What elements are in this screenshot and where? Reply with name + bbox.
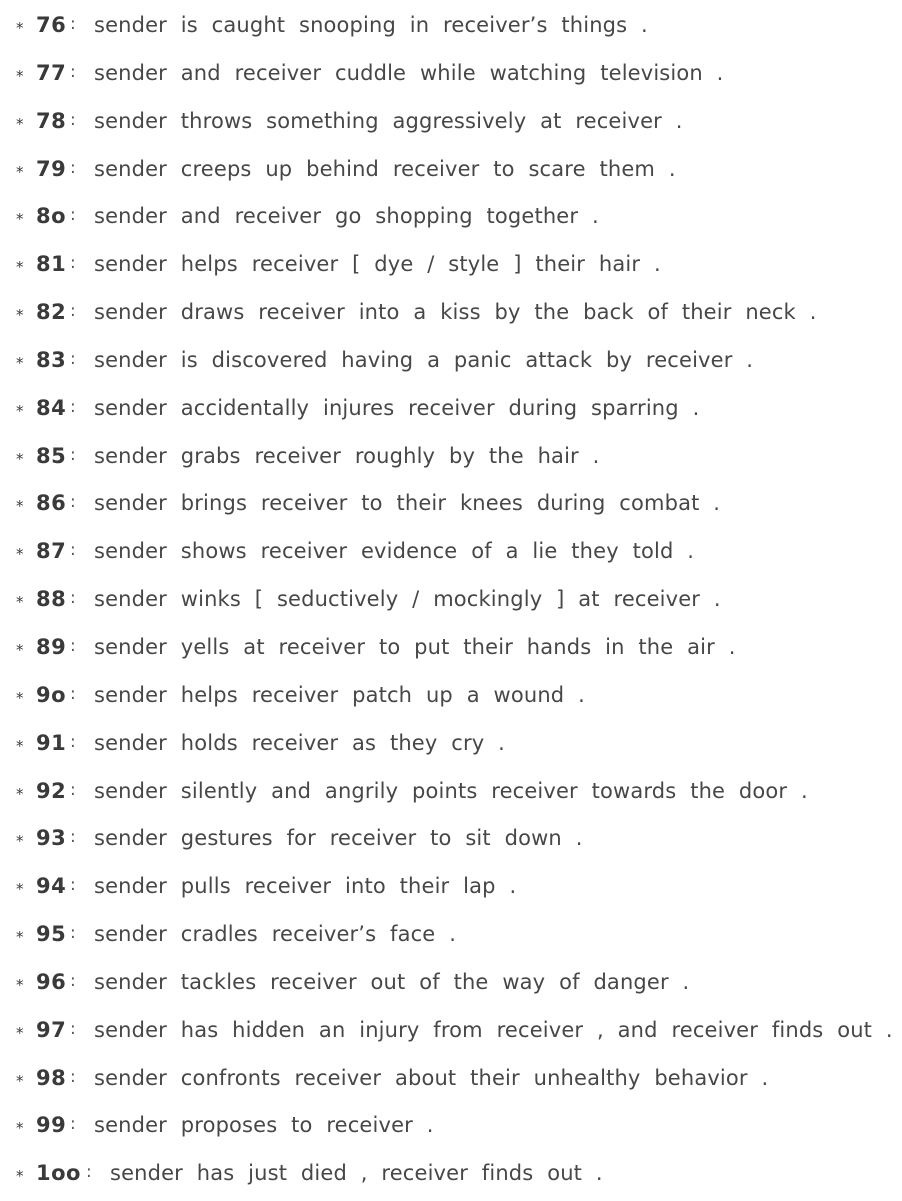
list-item [0, 50, 902, 98]
bullet-icon: * [16, 593, 24, 612]
item-separator: : [70, 1066, 76, 1087]
bullet-icon: * [16, 258, 24, 277]
list-item [0, 433, 902, 481]
bullet-icon: * [16, 162, 24, 181]
item-separator: : [70, 396, 76, 417]
item-text: sender helps receiver patch up a wound . [94, 682, 585, 707]
bullet-icon: * [16, 449, 24, 468]
item-separator: : [70, 348, 76, 369]
item-text: sender silently and angrily points receiver towards the door . [94, 778, 808, 803]
item-separator: : [70, 492, 76, 513]
item-separator: : [70, 253, 76, 274]
item-separator: : [70, 635, 76, 656]
list-item [0, 385, 902, 433]
bullet-icon: * [16, 401, 24, 420]
list-item [0, 480, 902, 528]
item-number: 77 [36, 60, 67, 85]
list-item [0, 959, 902, 1007]
item-text: sender yells at receiver to put their hands in the air . [94, 634, 736, 659]
list-item [0, 98, 902, 146]
list-item [0, 1102, 902, 1150]
item-text: sender holds receiver as they cry . [94, 730, 505, 755]
item-separator: : [70, 779, 76, 800]
list-item [0, 289, 902, 337]
item-text: sender accidentally injures receiver during sparring . [94, 395, 700, 420]
list-item [0, 672, 902, 720]
item-text: sender pulls receiver into their lap . [94, 874, 517, 899]
item-number: 79 [36, 156, 67, 181]
item-number: 89 [36, 634, 67, 659]
list-item [0, 863, 902, 911]
item-number: 82 [36, 300, 67, 325]
item-text: sender and receiver cuddle while watching television . [94, 60, 724, 85]
bullet-icon: * [16, 66, 24, 85]
item-text: sender helps receiver [ dye / style ] their hair . [94, 252, 661, 277]
list-item [0, 624, 902, 672]
item-number: 96 [36, 969, 67, 994]
item-separator: : [70, 875, 76, 896]
item-number: 98 [36, 1065, 67, 1090]
item-number: 78 [36, 108, 67, 133]
list-item [0, 911, 902, 959]
item-text: sender is discovered having a panic attack by receiver . [94, 347, 754, 372]
bullet-icon: * [16, 545, 24, 564]
bullet-icon: * [16, 688, 24, 707]
item-number: 81 [36, 252, 67, 277]
item-text: sender tackles receiver out of the way of danger . [94, 969, 690, 994]
list-item [0, 1150, 902, 1198]
item-text: sender gestures for receiver to sit down . [94, 826, 583, 851]
item-number: 83 [36, 347, 67, 372]
bullet-icon: * [16, 784, 24, 803]
item-separator: : [70, 205, 76, 226]
item-number: 1oo [36, 1161, 81, 1186]
list-item [0, 241, 902, 289]
item-number: 87 [36, 539, 67, 564]
item-separator: : [70, 540, 76, 561]
item-text: sender confronts receiver about their unhealthy behavior . [94, 1065, 769, 1090]
item-text: sender and receiver go shopping together . [94, 204, 599, 229]
item-text: sender brings receiver to their knees during combat . [94, 491, 721, 516]
prompt-list [0, 2, 902, 1198]
item-number: 99 [36, 1113, 67, 1138]
item-separator: : [70, 61, 76, 82]
item-text: sender creeps up behind receiver to scare them . [94, 156, 676, 181]
item-separator: : [70, 683, 76, 704]
list-item [0, 768, 902, 816]
bullet-icon: * [16, 975, 24, 994]
item-number: 92 [36, 778, 67, 803]
list-item [0, 1055, 902, 1103]
item-text: sender throws something aggressively at receiver . [94, 108, 683, 133]
item-separator: : [70, 14, 76, 34]
item-number: 84 [36, 395, 67, 420]
list-item [0, 576, 902, 624]
bullet-icon: * [16, 353, 24, 372]
item-number: 97 [36, 1017, 67, 1042]
item-number: 88 [36, 587, 67, 612]
bullet-icon: * [16, 306, 24, 325]
item-separator: : [70, 731, 76, 752]
bullet-icon: * [16, 736, 24, 755]
item-separator: : [70, 970, 76, 991]
item-text: sender is caught snooping in receiver’s things . [94, 13, 648, 37]
item-separator: : [70, 444, 76, 465]
bullet-icon: * [16, 1071, 24, 1090]
bullet-icon: * [16, 19, 24, 37]
list-item [0, 2, 902, 50]
item-number: 94 [36, 874, 67, 899]
item-text: sender draws receiver into a kiss by the back of their neck . [94, 300, 817, 325]
bullet-icon: * [16, 1167, 24, 1186]
bullet-icon: * [16, 640, 24, 659]
item-separator: : [70, 588, 76, 609]
bullet-icon: * [16, 497, 24, 516]
item-text: sender winks [ seductively / mockingly ] at receiver . [94, 587, 721, 612]
bullet-icon: * [16, 880, 24, 899]
bullet-icon: * [16, 114, 24, 133]
list-item [0, 146, 902, 194]
item-text: sender shows receiver evidence of a lie they told . [94, 539, 695, 564]
item-number: 85 [36, 443, 67, 468]
item-number: 8o [36, 204, 67, 229]
item-number: 95 [36, 922, 67, 947]
item-separator: : [70, 157, 76, 178]
list-item [0, 528, 902, 576]
item-number: 91 [36, 730, 67, 755]
list-item [0, 193, 902, 241]
list-item [0, 1007, 902, 1055]
item-separator: : [70, 827, 76, 848]
list-item [0, 337, 902, 385]
item-separator: : [86, 1162, 92, 1183]
item-number: 86 [36, 491, 67, 516]
item-text: sender has just died , receiver finds out . [110, 1161, 603, 1186]
item-number: 76 [36, 13, 67, 37]
item-text: sender grabs receiver roughly by the hair . [94, 443, 600, 468]
list-item [0, 720, 902, 768]
item-text: sender proposes to receiver . [94, 1113, 434, 1138]
bullet-icon: * [16, 1119, 24, 1138]
list-item [0, 815, 902, 863]
item-separator: : [70, 923, 76, 944]
item-number: 93 [36, 826, 67, 851]
item-separator: : [70, 1018, 76, 1039]
item-number: 9o [36, 682, 67, 707]
item-text: sender has hidden an injury from receiver , and receiver finds out . [94, 1017, 893, 1042]
item-separator: : [70, 301, 76, 322]
bullet-icon: * [16, 210, 24, 229]
item-separator: : [70, 1114, 76, 1135]
bullet-icon: * [16, 928, 24, 947]
bullet-icon: * [16, 832, 24, 851]
bullet-icon: * [16, 1023, 24, 1042]
item-separator: : [70, 109, 76, 130]
item-text: sender cradles receiver’s face . [94, 922, 457, 947]
